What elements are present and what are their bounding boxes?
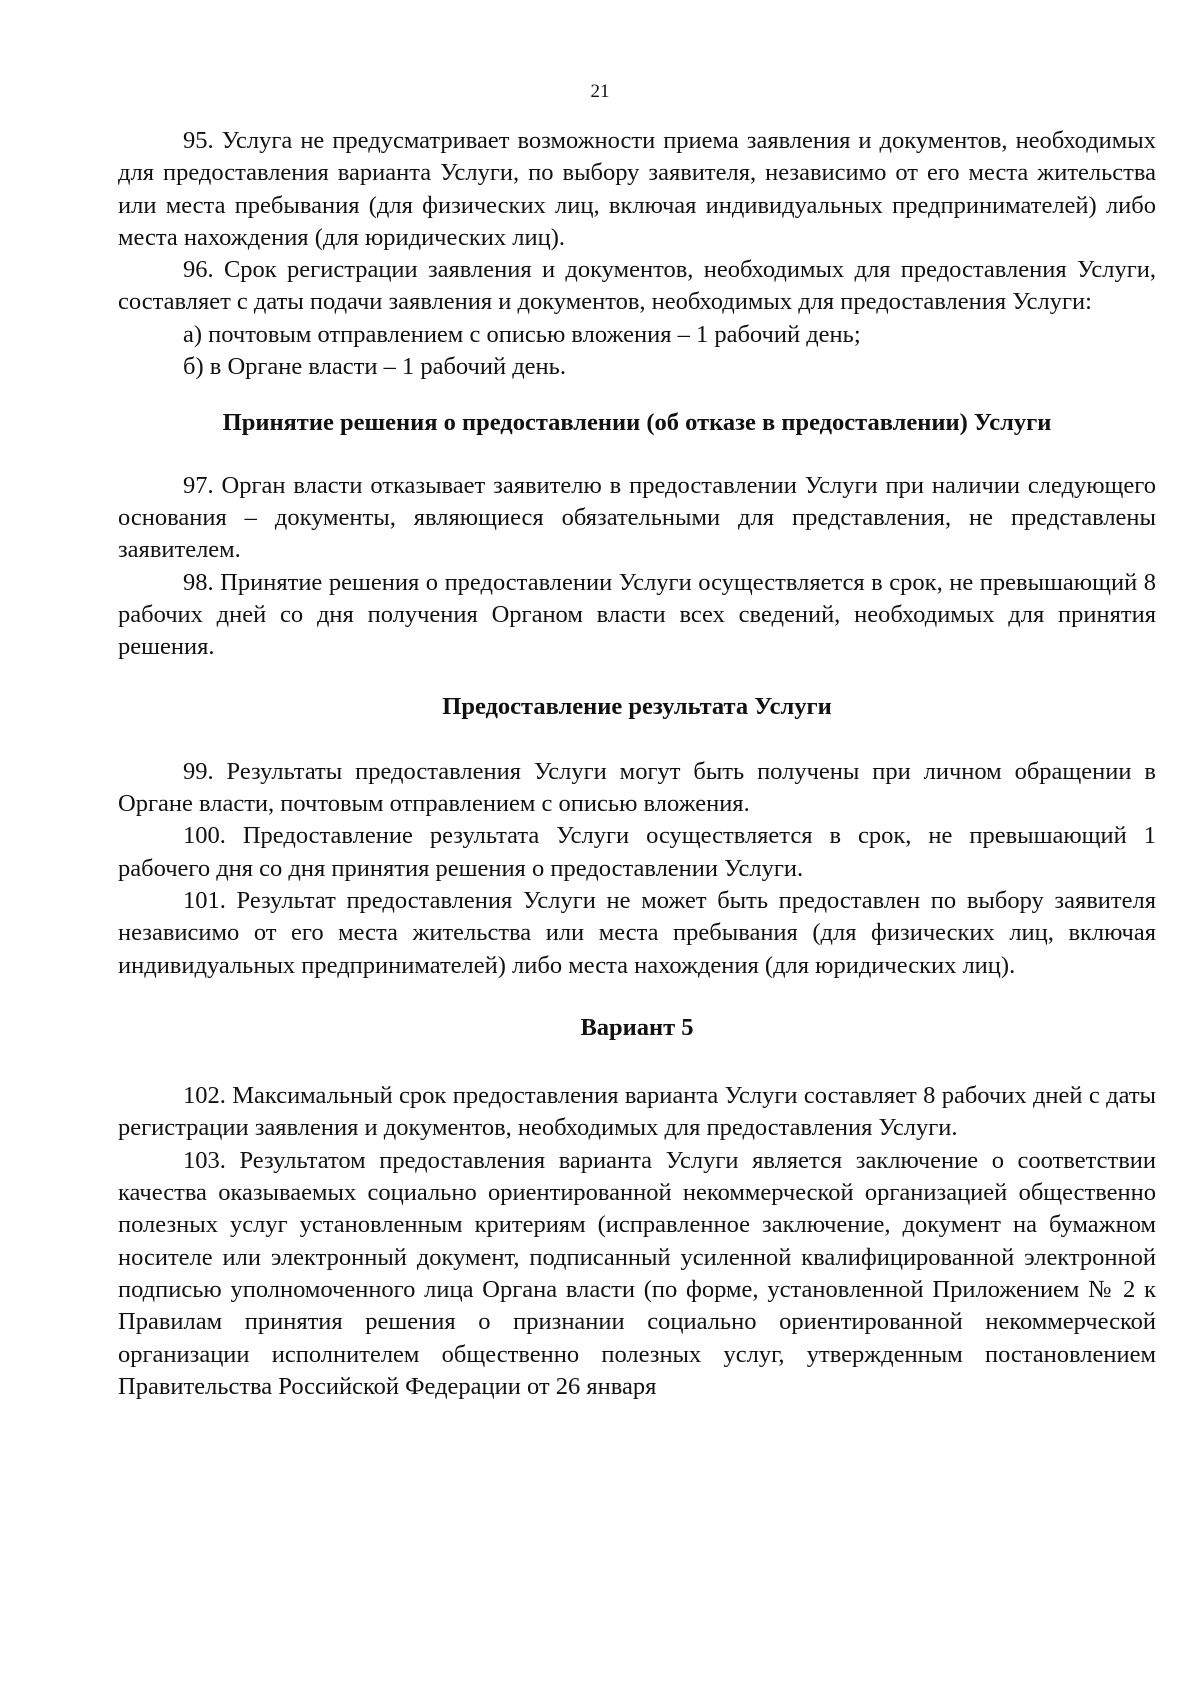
paragraph-99: 99. Результаты предоставления Услуги могут быть получены при личном обращении в Органе власти, почтовым отправлением с описью вложения. <box>118 757 1156 818</box>
paragraph-96-item-b: б) в Органе власти – 1 рабочий день. <box>183 353 566 381</box>
paragraph-96: 96. Срок регистрации заявления и документов, необходимых для предоставления Услуги, составляет с даты подачи заявления и документов, необходимых для предоставления Услуги: <box>118 256 1156 316</box>
paragraph-98: 98. Принятие решения о предоставлении Услуги осуществляется в срок, не превышающий 8 рабочих дней со дня получения Органом власти всех сведений, необходимых для принятия решения. <box>118 568 1156 661</box>
section-heading-variant-5: Вариант 5 <box>580 1013 694 1041</box>
paragraph-103: 103. Результатом предоставления варианта Услуги является заключение о соответствии качества оказываемых социально ориентированной некоммерческой организацией общественно полезных услуг установленным критериям (исправленное заключение, документ на бумажном носителе или электронный документ, подписанный усиленной квалифицированной электронной подписью уполномоченного лица Органа власти (по форме, установленной Приложением № 2 к Правилам принятия решения о признании социально ориентированной некоммерческой организации исполнителем общественно полезных услуг, утвержденным постановлением Правительства Российской Федерации от 26 января <box>118 1146 1156 1400</box>
paragraph-101: 101. Результат предоставления Услуги не может быть предоставлен по выбору заявителя независимо от его места жительства или места пребывания (для физических лиц, включая индивидуальных предпринимателей) либо места нахождения (для юридических лиц). <box>118 886 1156 979</box>
page-number: 21 <box>590 81 610 102</box>
section-heading-decision: Принятие решения о предоставлении (об отказе в предоставлении) Услуги <box>222 409 1052 437</box>
paragraph-100: 100. Предоставление результата Услуги осуществляется в срок, не превышающий 1 рабочего дня со дня принятия решения о предоставлении Услуги. <box>118 822 1156 882</box>
paragraph-102: 102. Максимальный срок предоставления варианта Услуги составляет 8 рабочих дней с даты регистрации заявления и документов, необходимых для предоставления Услуги. <box>118 1082 1156 1142</box>
paragraph-95: 95. Услуга не предусматривает возможности приема заявления и документов, необходимых для предоставления варианта Услуги, по выбору заявителя, независимо от его места жительства или места пребывания (для физических лиц, включая индивидуальных предпринимателей) либо места нахождения (для юридических лиц). <box>118 127 1156 251</box>
section-heading-result: Предоставление результата Услуги <box>442 693 832 721</box>
document-body <box>118 125 1156 1403</box>
paragraph-97: 97. Орган власти отказывает заявителю в предоставлении Услуги при наличии следующего основания – документы, являющиеся обязательными для представления, не представлены заявителем. <box>118 471 1156 564</box>
paragraph-96-item-a: а) почтовым отправлением с описью вложения – 1 рабочий день; <box>183 320 861 348</box>
